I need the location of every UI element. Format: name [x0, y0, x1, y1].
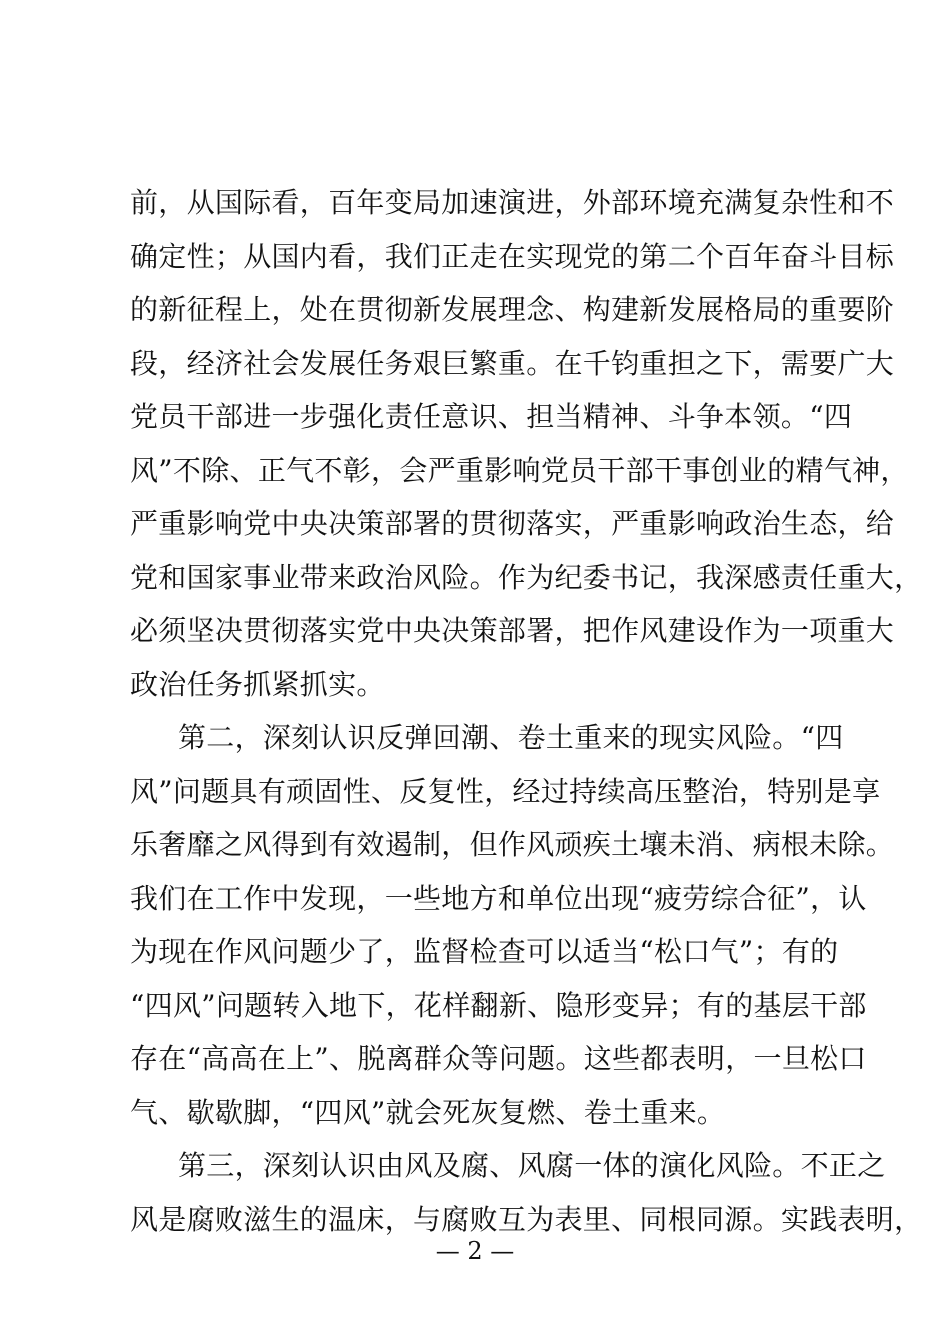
text-line: 前，从国际看，百年变局加速演进，外部环境充满复杂性和不	[130, 186, 895, 219]
page-number: — 2 —	[435, 1237, 515, 1265]
text-line: 段，经济社会发展任务艰巨繁重。在千钧重担之下，需要广大	[130, 346, 895, 380]
text-line: 确定性；从国内看，我们正走在实现党的第二个百年奋斗目标	[130, 239, 895, 273]
text-line: 政治任务抓紧抓实。	[130, 667, 385, 701]
text-line: 风是腐败滋生的温床，与腐败互为表里、同根同源。实践表明，	[130, 1202, 923, 1236]
paragraph-start-line: 第三，深刻认识由风及腐、风腐一体的演化风险。不正之	[178, 1149, 886, 1182]
text-line: 党员干部进一步强化责任意识、担当精神、斗争本领。“四	[130, 400, 853, 433]
text-line: 党和国家事业带来政治风险。作为纪委书记，我深感责任重大，	[130, 560, 923, 594]
text-line: 我们在工作中发现，一些地方和单位出现“疲劳综合征”，认	[130, 881, 867, 915]
text-line: 必须坚决贯彻落实党中央决策部署，把作风建设作为一项重大	[130, 614, 895, 647]
text-line: 风”问题具有顽固性、反复性，经过持续高压整治，特别是享	[130, 774, 881, 808]
text-line: 气、歇歇脚，“四风”就会死灰复燃、卷土重来。	[130, 1095, 726, 1129]
text-line: 严重影响党中央决策部署的贯彻落实，严重影响政治生态，给	[130, 507, 895, 540]
text-line: “四风”问题转入地下，花样翻新、隐形变异；有的基层干部	[130, 988, 867, 1022]
text-line: 存在“高高在上”、脱离群众等问题。这些都表明，一旦松口	[130, 1042, 867, 1075]
text-line: 为现在作风问题少了，监督检查可以适当“松口气”；有的	[130, 935, 839, 968]
text-line: 乐奢靡之风得到有效遏制，但作风顽疾土壤未消、病根未除。	[130, 828, 895, 861]
text-line: 风”不除、正气不彰，会严重影响党员干部干事创业的精气神，	[130, 453, 909, 487]
body-text	[130, 176, 923, 1246]
paragraph-start-line: 第二，深刻认识反弹回潮、卷土重来的现实风险。“四	[178, 721, 844, 754]
text-line: 的新征程上，处在贯彻新发展理念、构建新发展格局的重要阶	[130, 293, 895, 326]
